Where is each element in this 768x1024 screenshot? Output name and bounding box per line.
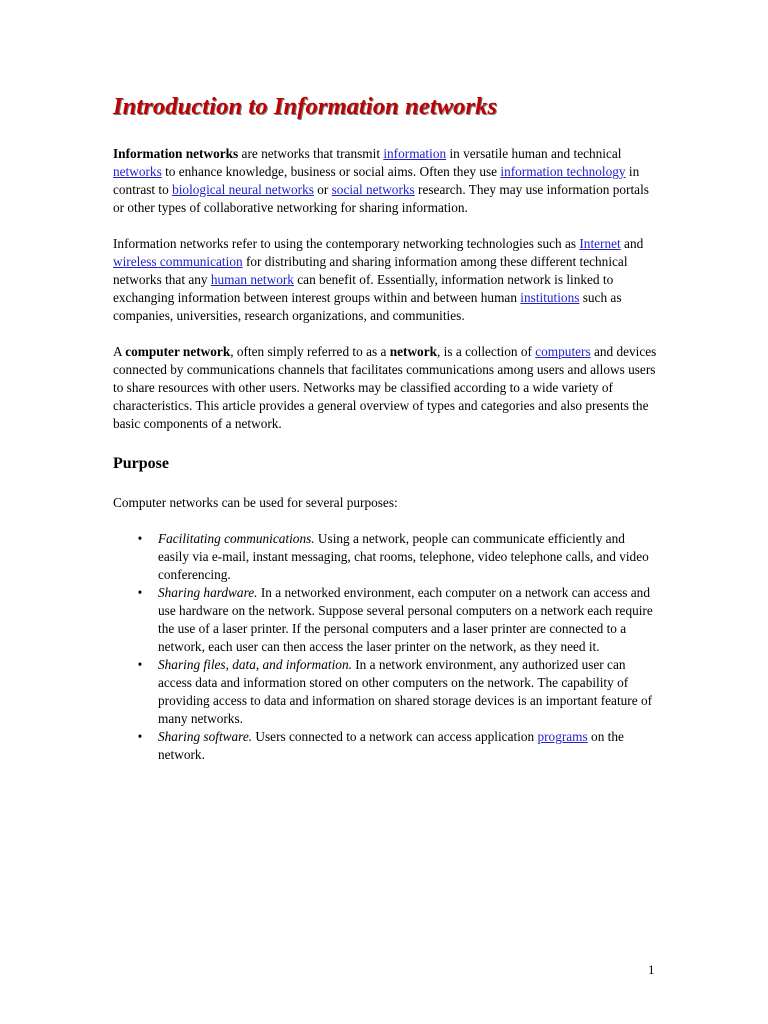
- bullet-icon: •: [137, 729, 143, 744]
- link-biological-neural-networks[interactable]: biological neural networks: [172, 182, 314, 197]
- page-title: Introduction to Information networks: [113, 93, 498, 120]
- list-item: [113, 728, 658, 764]
- bold-term: computer network: [125, 344, 231, 359]
- item-text: In a networked environment, each computer on a network can access and use hardware on the network. Suppose several personal computers on a network each require the use of a laser printer. If the personal computers and a laser printer are connected to a network, each user can then access the laser printer on the network, as they need it.: [158, 585, 653, 654]
- text: research. They may use information portals or other types of collaborative networking for sharing information.: [113, 182, 649, 215]
- paragraph-computer-network: [113, 343, 658, 433]
- link-programs[interactable]: programs: [537, 729, 588, 744]
- item-text: on the network.: [158, 729, 624, 762]
- item-lead: Sharing files, data, and information.: [158, 657, 352, 672]
- paragraph-networking-technologies: [113, 235, 658, 325]
- purpose-list: [113, 530, 658, 764]
- item-lead: Sharing hardware.: [158, 585, 258, 600]
- item-text: Users connected to a network can access application: [252, 729, 538, 744]
- page-number: 1: [648, 962, 655, 977]
- text: to enhance knowledge, business or social aims. Often they use: [161, 164, 501, 179]
- bold-term: Information networks: [113, 146, 239, 161]
- bullet-icon: •: [137, 657, 143, 672]
- bullet-icon: •: [137, 531, 143, 546]
- item-text: Using a network, people can communicate efficiently and easily via e-mail, instant messaging, chat rooms, telephone, video telephone calls, and video conferencing.: [158, 531, 649, 582]
- bold-term: network: [389, 344, 438, 359]
- list-item: [113, 656, 658, 728]
- text: , is a collection of: [437, 344, 536, 359]
- link-information[interactable]: information: [383, 146, 447, 161]
- item-lead: Sharing software.: [158, 729, 253, 744]
- purpose-intro: Computer networks can be used for several purposes:: [113, 495, 398, 510]
- text: can benefit of. Essentially, information network is linked to exchanging information between interest groups within and between human: [113, 272, 614, 305]
- link-internet[interactable]: Internet: [579, 236, 621, 251]
- bullet-icon: •: [137, 585, 143, 600]
- link-social-networks[interactable]: social networks: [331, 182, 415, 197]
- item-text: In a network environment, any authorized user can access data and information stored on other computers on the network. The capability of providing access to data and information on shared storage devices is an important feature of many networks.: [158, 657, 653, 726]
- text: such as companies, universities, research organizations, and communities.: [113, 290, 622, 323]
- text: in contrast to: [113, 164, 640, 197]
- link-institutions[interactable]: institutions: [520, 290, 580, 305]
- text: are networks that transmit: [238, 146, 384, 161]
- link-wireless-communication[interactable]: wireless communication: [113, 254, 243, 269]
- list-item: [113, 530, 658, 584]
- text: or: [313, 182, 332, 197]
- text: in versatile human and technical: [446, 146, 622, 161]
- list-item: [113, 584, 658, 656]
- item-lead: Facilitating communications.: [158, 531, 315, 546]
- text: for distributing and sharing information among these different technical networks that any: [113, 254, 628, 287]
- text: and devices connected by communications channels that facilitates communications among users and allows users to share resources with other users. Networks may be classified according to a wide variety of characteristics. This article provides a general overview of types and categories and also presents the basic components of a network.: [113, 344, 657, 431]
- text: , often simply referred to as a: [230, 344, 390, 359]
- text: and: [620, 236, 644, 251]
- document-page: [113, 90, 658, 764]
- text: Information networks refer to using the contemporary networking technologies such as: [113, 236, 580, 251]
- section-heading-purpose: Purpose: [113, 455, 169, 472]
- link-networks[interactable]: networks: [113, 164, 162, 179]
- link-computers[interactable]: computers: [535, 344, 591, 359]
- link-information-technology[interactable]: information technology: [500, 164, 626, 179]
- text: A: [113, 344, 126, 359]
- link-human-network[interactable]: human network: [210, 272, 294, 287]
- paragraph-information-networks: [113, 145, 658, 217]
